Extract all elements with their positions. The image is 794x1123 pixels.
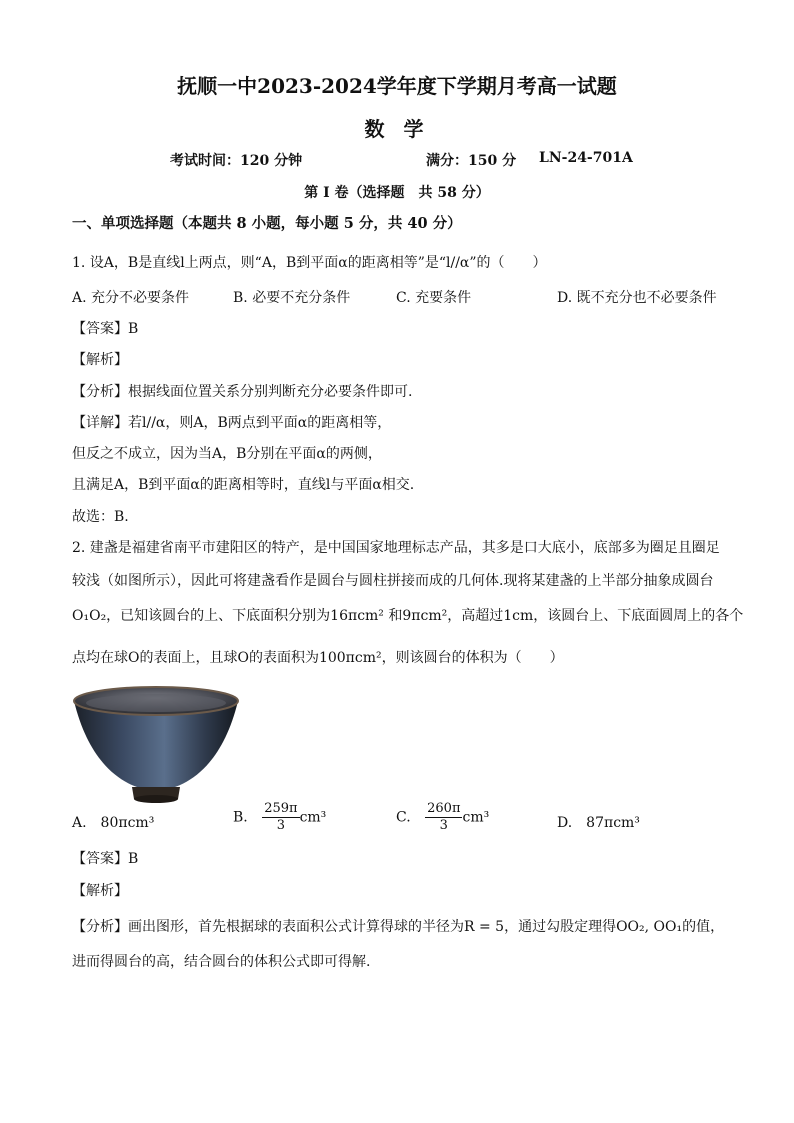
q1-option-a: A. 充分不必要条件 — [72, 290, 190, 306]
q2-option-c-fraction — [425, 801, 462, 834]
q2-option-c-label: C. — [396, 809, 411, 826]
q2-option-b-numerator: 259π — [264, 801, 298, 816]
q2-analysis-label: 【解析】 — [72, 883, 128, 899]
exam-time: 考试时间：120 分钟 — [170, 153, 303, 169]
q1-choice: 故选：B. — [72, 509, 129, 525]
q1-detail-line3: 且满足A，B到平面α的距离相等时，直线l与平面α相交. — [72, 477, 415, 493]
part-heading: 第 I 卷（选择题 共 58 分） — [304, 185, 490, 201]
q2-option-b-fraction — [262, 801, 299, 834]
section-heading: 一、单项选择题（本题共 8 小题，每小题 5 分，共 40 分） — [72, 215, 462, 232]
q1-option-d: D. 既不充分也不必要条件 — [557, 290, 717, 306]
q2-option-a: A. 80πcm³ — [72, 815, 155, 831]
q2-option-c-numerator: 260π — [427, 801, 461, 816]
q1-option-b: B. 必要不充分条件 — [233, 290, 351, 306]
tea-bowl-image — [70, 681, 242, 807]
q2-fenxi-line2: 进而得圆台的高，结合圆台的体积公式即可得解. — [72, 954, 371, 970]
q1-analysis-label: 【解析】 — [72, 352, 128, 368]
q1-option-c: C. 充要条件 — [396, 290, 472, 306]
q1-answer: 【答案】B — [72, 321, 139, 337]
q2-option-b — [233, 801, 326, 834]
subject-title: 数 学 — [364, 117, 430, 141]
q2-answer: 【答案】B — [72, 851, 139, 867]
full-score: 满分：150 分 — [426, 153, 517, 169]
q1-detail-line2: 但反之不成立，因为当A，B分别在平面α的两侧， — [72, 446, 382, 462]
q2-option-c-denominator: 3 — [439, 818, 448, 833]
q2-stem-line3: O₁O₂，已知该圆台的上、下底面积分别为16πcm² 和9πcm²，高超过1cm，该圆台上、下底面圆周上的各个 — [72, 608, 744, 624]
q2-option-d: D. 87πcm³ — [557, 815, 640, 831]
q1-stem: 1. 设A，B是直线l上两点，则“A，B到平面α的距离相等”是“l//α”的（ ） — [72, 255, 547, 271]
q2-stem-line1: 2. 建盏是福建省南平市建阳区的特产，是中国国家地理标志产品，其多是口大底小，底部多为圈足且圈足 — [72, 540, 720, 556]
q1-detail-line1: 【详解】若l//α，则A，B两点到平面α的距离相等， — [72, 415, 392, 431]
q2-option-b-unit: cm³ — [299, 809, 327, 826]
exam-code: LN-24-701A — [539, 150, 633, 166]
q2-stem-line4: 点均在球O的表面上，且球O的表面积为100πcm²，则该圆台的体积为（ ） — [72, 650, 564, 666]
q2-option-c — [396, 801, 489, 834]
q2-fenxi-line1: 【分析】画出图形，首先根据球的表面积公式计算得球的半径为R = 5，通过勾股定理得OO₂, OO₁的值， — [72, 919, 725, 935]
exam-title: 抚顺一中2023-2024学年度下学期月考高一试题 — [177, 74, 617, 98]
q2-option-c-unit: cm³ — [462, 809, 490, 826]
q2-option-b-denominator: 3 — [276, 818, 286, 833]
q2-stem-line2: 较浅（如图所示），因此可将建盏看作是圆台与圆柱拼接而成的几何体.现将某建盏的上半部分抽象成圆台 — [72, 573, 714, 589]
q2-option-b-label: B. — [233, 809, 248, 826]
q1-fenxi: 【分析】根据线面位置关系分别判断充分必要条件即可. — [72, 384, 413, 400]
